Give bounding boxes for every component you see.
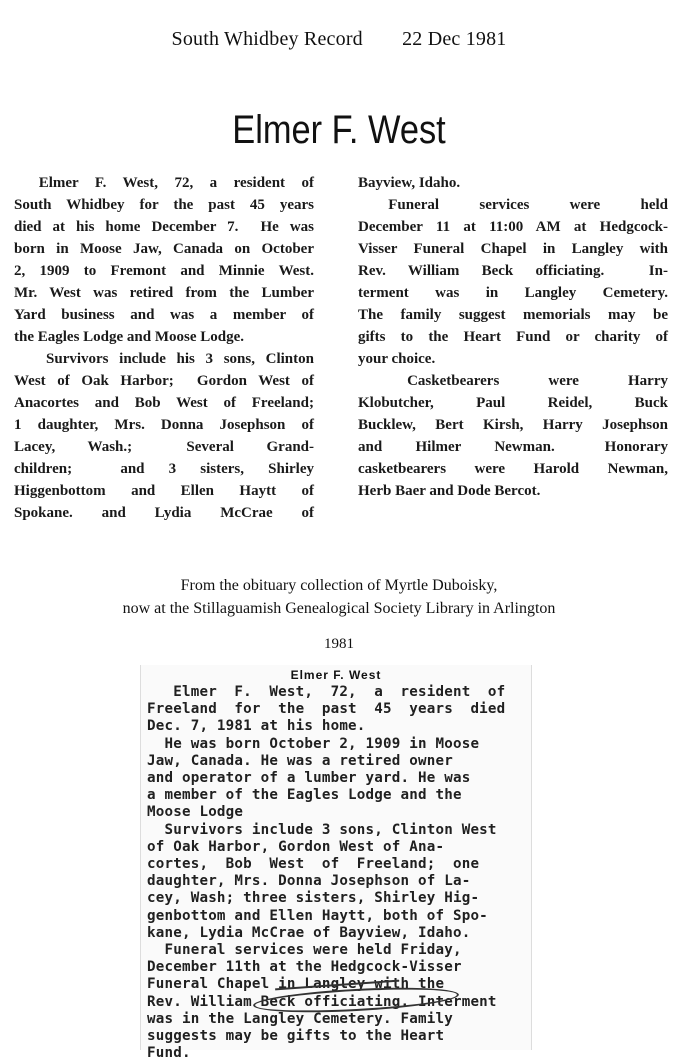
obituary-title: Elmer F. West xyxy=(232,108,446,152)
clipping-line: cortes, Bob West of Freeland; one xyxy=(147,856,480,873)
text-line: born in Moose Jaw, Canada on October xyxy=(14,241,314,257)
clipping-line: was in the Langley Cemetery. Family xyxy=(147,1010,453,1027)
clipping-line: Dec. 7, 1981 at his home. xyxy=(147,718,366,735)
clipping-line: Freeland for the past 45 years died xyxy=(147,701,506,718)
text-line: Casketbearers were Harry xyxy=(358,373,668,389)
clipping-line: He was born October 2, 1909 in Moose xyxy=(147,735,480,752)
clipping-line: Moose Lodge xyxy=(147,804,244,821)
text-line: Klobutcher, Paul Reidel, Buck xyxy=(358,395,668,411)
attribution-line: From the obituary collection of Myrtle Duboisky, xyxy=(180,577,498,594)
text-line: South Whidbey for the past 45 years xyxy=(14,197,314,213)
text-line: West of Oak Harbor; Gordon West of xyxy=(14,373,314,389)
clipping-line: daughter, Mrs. Donna Josephson of La- xyxy=(147,873,471,890)
clipping-line: and operator of a lumber yard. He was xyxy=(147,770,471,787)
text-line: Spokane. and Lydia McCrae of xyxy=(14,505,314,521)
clipping-line: a member of the Eagles Lodge and the xyxy=(147,787,462,804)
obituary-column-right xyxy=(358,172,668,502)
text-line: your choice. xyxy=(358,351,436,367)
text-line: and Hilmer Newman. Honorary xyxy=(358,439,668,455)
text-line: Lacey, Wash.; Several Grand- xyxy=(14,439,314,455)
text-line: gifts to the Heart Fund or charity of xyxy=(358,329,668,345)
clipping-year: 1981 xyxy=(324,636,354,652)
clipping-line: December 11th at the Hedgcock-Visser xyxy=(147,959,462,976)
text-line: the Eagles Lodge and Moose Lodge. xyxy=(14,329,245,345)
text-line: December 11 at 11:00 AM at Hedgcock- xyxy=(358,219,668,235)
clipping-line: cey, Wash; three sisters, Shirley Hig- xyxy=(147,890,480,907)
clipping-line: Fund. xyxy=(147,1045,191,1062)
clipping-line: Funeral Chapel in Langley with the xyxy=(147,976,445,993)
text-line: Anacortes and Bob West of Freeland; xyxy=(14,395,314,411)
text-line: Bucklew, Bert Kirsh, Harry Josephson xyxy=(358,417,668,433)
clipping-title: Elmer F. West xyxy=(290,668,382,682)
text-line: Bayview, Idaho. xyxy=(358,175,461,191)
text-line: 1 daughter, Mrs. Donna Josephson of xyxy=(14,417,314,433)
clipping-line: Funeral services were held Friday, xyxy=(147,942,462,959)
text-line: Herb Baer and Dode Bercot. xyxy=(358,483,541,499)
clipping-line: Elmer F. West, 72, a resident of xyxy=(147,684,506,700)
text-line: children; and 3 sisters, Shirley xyxy=(14,461,314,477)
text-line: casketbearers were Harold Newman, xyxy=(358,461,668,477)
text-line: Mr. West was retired from the Lumber xyxy=(14,285,314,301)
clipping-line: Jaw, Canada. He was a retired owner xyxy=(147,752,453,769)
clipping-line: Survivors include 3 sons, Clinton West xyxy=(147,821,497,838)
clipping-line: of Oak Harbor, Gordon West of Ana- xyxy=(147,838,445,855)
text-line: died at his home December 7. He was xyxy=(14,219,314,235)
newspaper-header xyxy=(0,28,678,51)
second-clipping xyxy=(140,665,532,1062)
text-line: Yard business and was a member of xyxy=(14,307,314,323)
attribution-line: now at the Stillaguamish Genealogical Society Library in Arlington xyxy=(122,600,556,617)
text-line: Rev. William Beck officiating. In- xyxy=(358,263,668,279)
publication-date: 22 Dec 1981 xyxy=(402,28,507,50)
text-line: Elmer F. West, 72, a resident of xyxy=(14,175,314,191)
clipping-line: kane, Lydia McCrae of Bayview, Idaho. xyxy=(147,924,471,941)
text-line: Visser Funeral Chapel in Langley with xyxy=(358,241,668,257)
collection-attribution xyxy=(0,574,678,620)
newspaper-name: South Whidbey Record xyxy=(171,28,363,50)
clipping-line: genbottom and Ellen Haytt, both of Spo- xyxy=(147,907,488,924)
text-line: The family suggest memorials may be xyxy=(358,307,668,323)
clipping-line: suggests may be gifts to the Heart xyxy=(147,1028,445,1045)
obituary-column-left xyxy=(14,172,314,524)
text-line: Funeral services were held xyxy=(358,197,668,213)
text-line: 2, 1909 to Fremont and Minnie West. xyxy=(14,263,314,279)
text-line: Survivors include his 3 sons, Clinton xyxy=(14,351,314,367)
text-line: terment was in Langley Cemetery. xyxy=(358,285,668,301)
clipping-line: Rev. William Beck officiating. Interment xyxy=(147,993,497,1010)
text-line: Higgenbottom and Ellen Haytt of xyxy=(14,483,314,499)
